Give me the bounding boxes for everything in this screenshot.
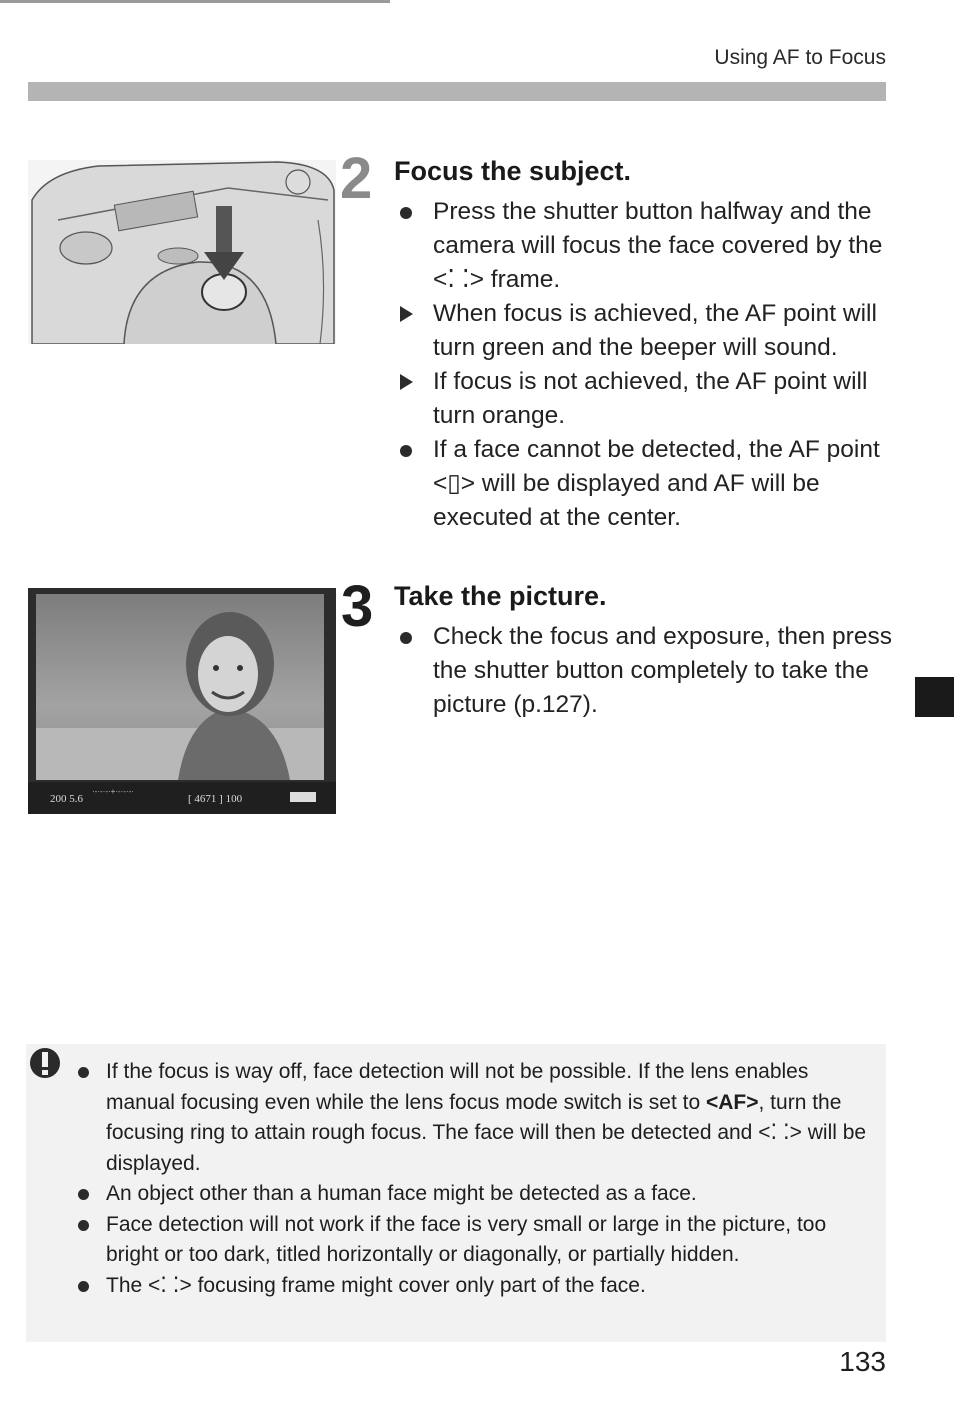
chapter-tab bbox=[915, 677, 954, 717]
list-item: If the focus is way off, face detection will not be possible. If the lens enables manual focusing even while the lens focus mode switch is set to <AF>, turn the focusing ring to attain rough focus. The face will then be detected and <⁚ ⁚> will be displayed. bbox=[76, 1057, 876, 1179]
battery-icon bbox=[290, 792, 316, 802]
af-mode-label: <AF> bbox=[705, 1090, 759, 1114]
list-item: Check the focus and exposure, then press the shutter button completely to take the picture (p.127). bbox=[394, 620, 894, 722]
caution-notes bbox=[76, 1057, 876, 1301]
camera-shutter-illustration bbox=[28, 160, 336, 344]
list-item: The <⁚ ⁚> focusing frame might cover only part of the face. bbox=[76, 1271, 876, 1302]
step-title-focus: Focus the subject. bbox=[394, 156, 632, 186]
bullet-dot-icon bbox=[78, 1281, 89, 1292]
list-item: When focus is achieved, the AF point will turn green and the beeper will sound. bbox=[394, 297, 894, 365]
bullet-dot-icon bbox=[400, 445, 412, 457]
step-number-2: 2 bbox=[340, 146, 373, 211]
live-view-photo bbox=[28, 588, 336, 814]
step-3-bullets bbox=[394, 620, 894, 722]
caution-icon bbox=[28, 1046, 62, 1080]
step-number-3: 3 bbox=[341, 574, 374, 639]
result-arrow-icon bbox=[400, 374, 413, 390]
result-arrow-icon bbox=[400, 306, 413, 322]
bullet-dot-icon bbox=[400, 207, 412, 219]
list-item: Press the shutter button halfway and the camera will focus the face covered by the <⁚ ⁚> frame. bbox=[394, 195, 894, 297]
list-item: If focus is not achieved, the AF point will turn orange. bbox=[394, 365, 894, 433]
portrait-image bbox=[28, 588, 336, 814]
list-item: An object other than a human face might be detected as a face. bbox=[76, 1179, 876, 1210]
exposure-readout: 200 5.6 bbox=[50, 793, 83, 805]
list-item: If a face cannot be detected, the AF point <▯> will be displayed and AF will be executed at the center. bbox=[394, 433, 894, 535]
step-2-bullets bbox=[394, 195, 894, 535]
bullet-dot-icon bbox=[78, 1189, 89, 1200]
list-item: Face detection will not work if the face is very small or large in the picture, too bright or too dark, titled horizontally or diagonally, or partially hidden. bbox=[76, 1210, 876, 1271]
shots-remaining-readout: [ 4671 ] 100 bbox=[188, 793, 243, 805]
exposure-scale-icon: ·-·-·-·+·-·-·-· bbox=[92, 787, 134, 796]
header-bar bbox=[28, 82, 886, 101]
top-rule bbox=[0, 0, 390, 3]
bullet-dot-icon bbox=[400, 632, 412, 644]
page-number: 133 bbox=[839, 1346, 886, 1377]
running-header: Using AF to Focus bbox=[714, 46, 886, 69]
step-title-take-picture: Take the picture. bbox=[394, 581, 607, 611]
bullet-dot-icon bbox=[78, 1067, 89, 1078]
bullet-dot-icon bbox=[78, 1220, 89, 1231]
